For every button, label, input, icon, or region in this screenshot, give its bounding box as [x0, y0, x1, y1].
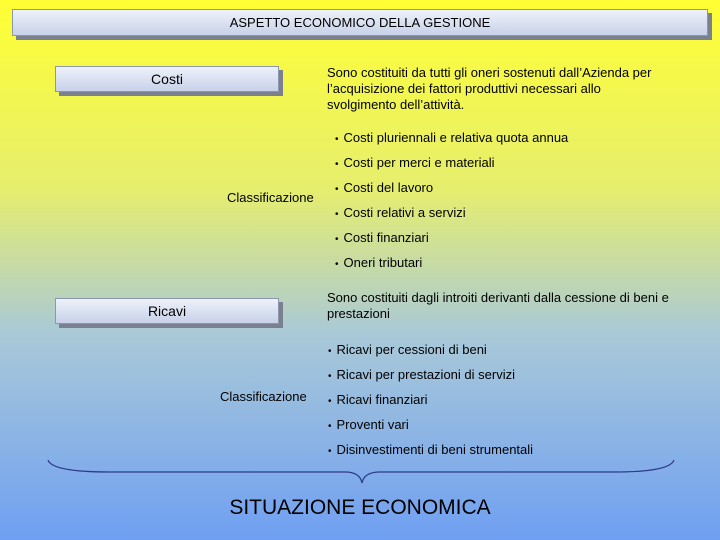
- list-item: • Ricavi per cessioni di beni: [328, 342, 533, 367]
- list-item: • Costi pluriennali e relativa quota annua: [335, 130, 568, 155]
- list-item: • Costi relativi a servizi: [335, 205, 568, 230]
- costi-classification-label: Classificazione: [227, 190, 314, 205]
- list-item: • Ricavi per prestazioni di servizi: [328, 367, 533, 392]
- costi-label: Costi: [151, 71, 183, 87]
- costi-description: Sono costituiti da tutti gli oneri sostenuti dall’Azienda per l’acquisizione dei fattori produttivi necessari allo svolgimento dell’attività.: [327, 65, 652, 112]
- ricavi-description: Sono costituiti dagli introiti derivanti dalla cessione di beni e prestazioni: [327, 290, 669, 321]
- page-title-text: ASPETTO ECONOMICO DELLA GESTIONE: [229, 15, 491, 30]
- list-item: • Costi finanziari: [335, 230, 568, 255]
- list-item: • Costi per merci e materiali: [335, 155, 568, 180]
- list-item: • Oneri tributari: [335, 255, 568, 280]
- footer-title: SITUAZIONE ECONOMICA: [229, 496, 491, 519]
- ricavi-label: Ricavi: [147, 303, 187, 319]
- list-item: • Costi del lavoro: [335, 180, 568, 205]
- list-item: • Proventi vari: [328, 417, 533, 442]
- brace-path: [48, 460, 674, 483]
- list-item: • Disinvestimenti di beni strumentali: [328, 442, 533, 467]
- ricavi-classification-label: Classificazione: [220, 389, 307, 404]
- list-item: • Ricavi finanziari: [328, 392, 533, 417]
